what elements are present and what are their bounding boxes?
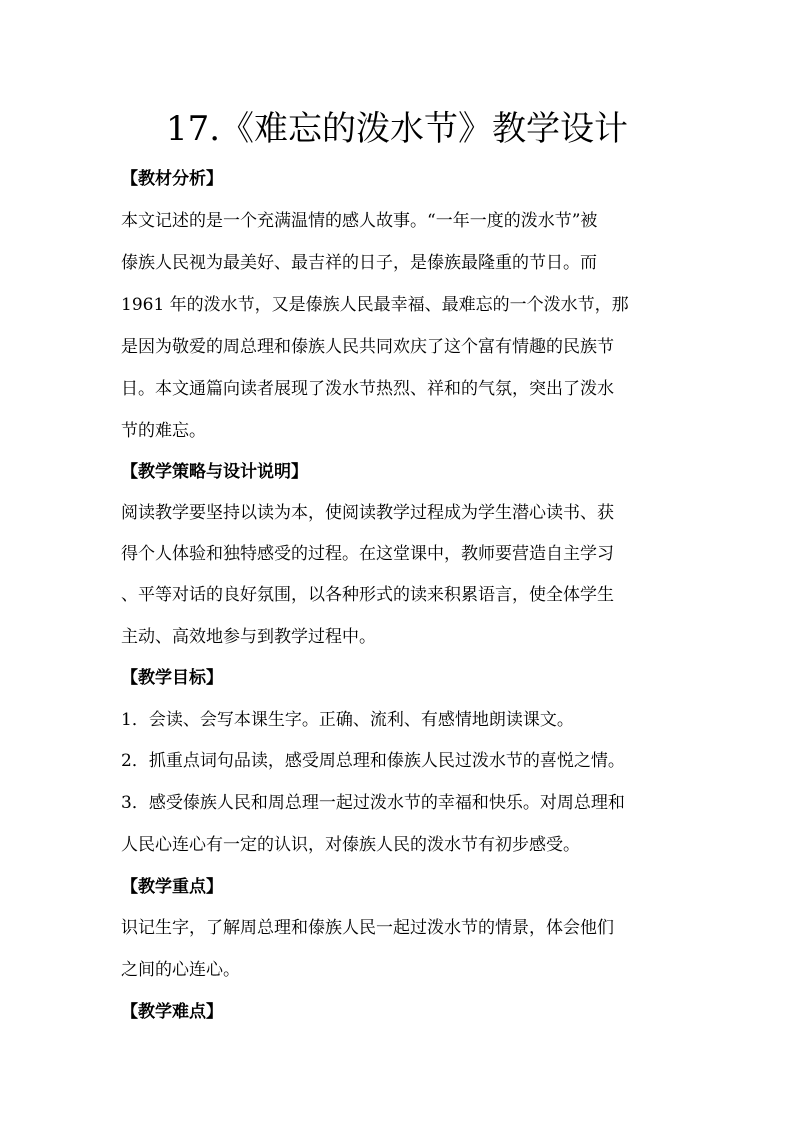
section-heading-strategy: 【教学策略与设计说明】 [121, 462, 308, 482]
list-item: 2．抓重点词句品读，感受周总理和傣族人民过泼水节的喜悦之情。 [121, 751, 625, 771]
paragraph-line: 得个人体验和独特感受的过程。在这堂课中，教师要营造自主学习 [121, 544, 614, 564]
section-heading-analysis: 【教材分析】 [121, 169, 223, 189]
paragraph-line: 本文记述的是一个充满温情的感人故事。“一年一度的泼水节”被 [121, 211, 598, 231]
document-title: 17.《难忘的泼水节》教学设计 [165, 109, 629, 149]
paragraph-line: 节的难忘。 [121, 421, 206, 441]
paragraph-line: 主动、高效地参与到教学过程中。 [121, 627, 376, 647]
list-item: 1．会读、会写本课生字。正确、流利、有感情地朗读课文。 [121, 710, 574, 730]
paragraph-line: 、平等对话的良好氛围，以各种形式的读来积累语言，使全体学生 [121, 585, 614, 605]
paragraph-line: 识记生字，了解周总理和傣族人民一起过泼水节的情景，体会他们 [121, 918, 614, 938]
paragraph-line: 是因为敬爱的周总理和傣族人民共同欢庆了这个富有情趣的民族节 [121, 337, 614, 357]
section-heading-difficulties: 【教学难点】 [121, 1002, 223, 1022]
paragraph-line: 人民心连心有一定的认识，对傣族人民的泼水节有初步感受。 [121, 835, 580, 855]
list-item: 3．感受傣族人民和周总理一起过泼水节的幸福和快乐。对周总理和 [121, 793, 625, 813]
section-heading-keypoints: 【教学重点】 [121, 877, 223, 897]
paragraph-line: 1961 年的泼水节，又是傣族人民最幸福、最难忘的一个泼水节，那 [121, 295, 629, 315]
paragraph-line: 日。本文通篇向读者展现了泼水节热烈、祥和的气氛，突出了泼水 [121, 379, 614, 399]
paragraph-line: 之间的心连心。 [121, 960, 240, 980]
paragraph-line: 傣族人民视为最美好、最吉祥的日子，是傣族最隆重的节日。而 [121, 253, 597, 273]
paragraph-line: 阅读教学要坚持以读为本，使阅读教学过程成为学生潜心读书、获 [121, 503, 614, 523]
section-heading-goals: 【教学目标】 [121, 668, 223, 688]
